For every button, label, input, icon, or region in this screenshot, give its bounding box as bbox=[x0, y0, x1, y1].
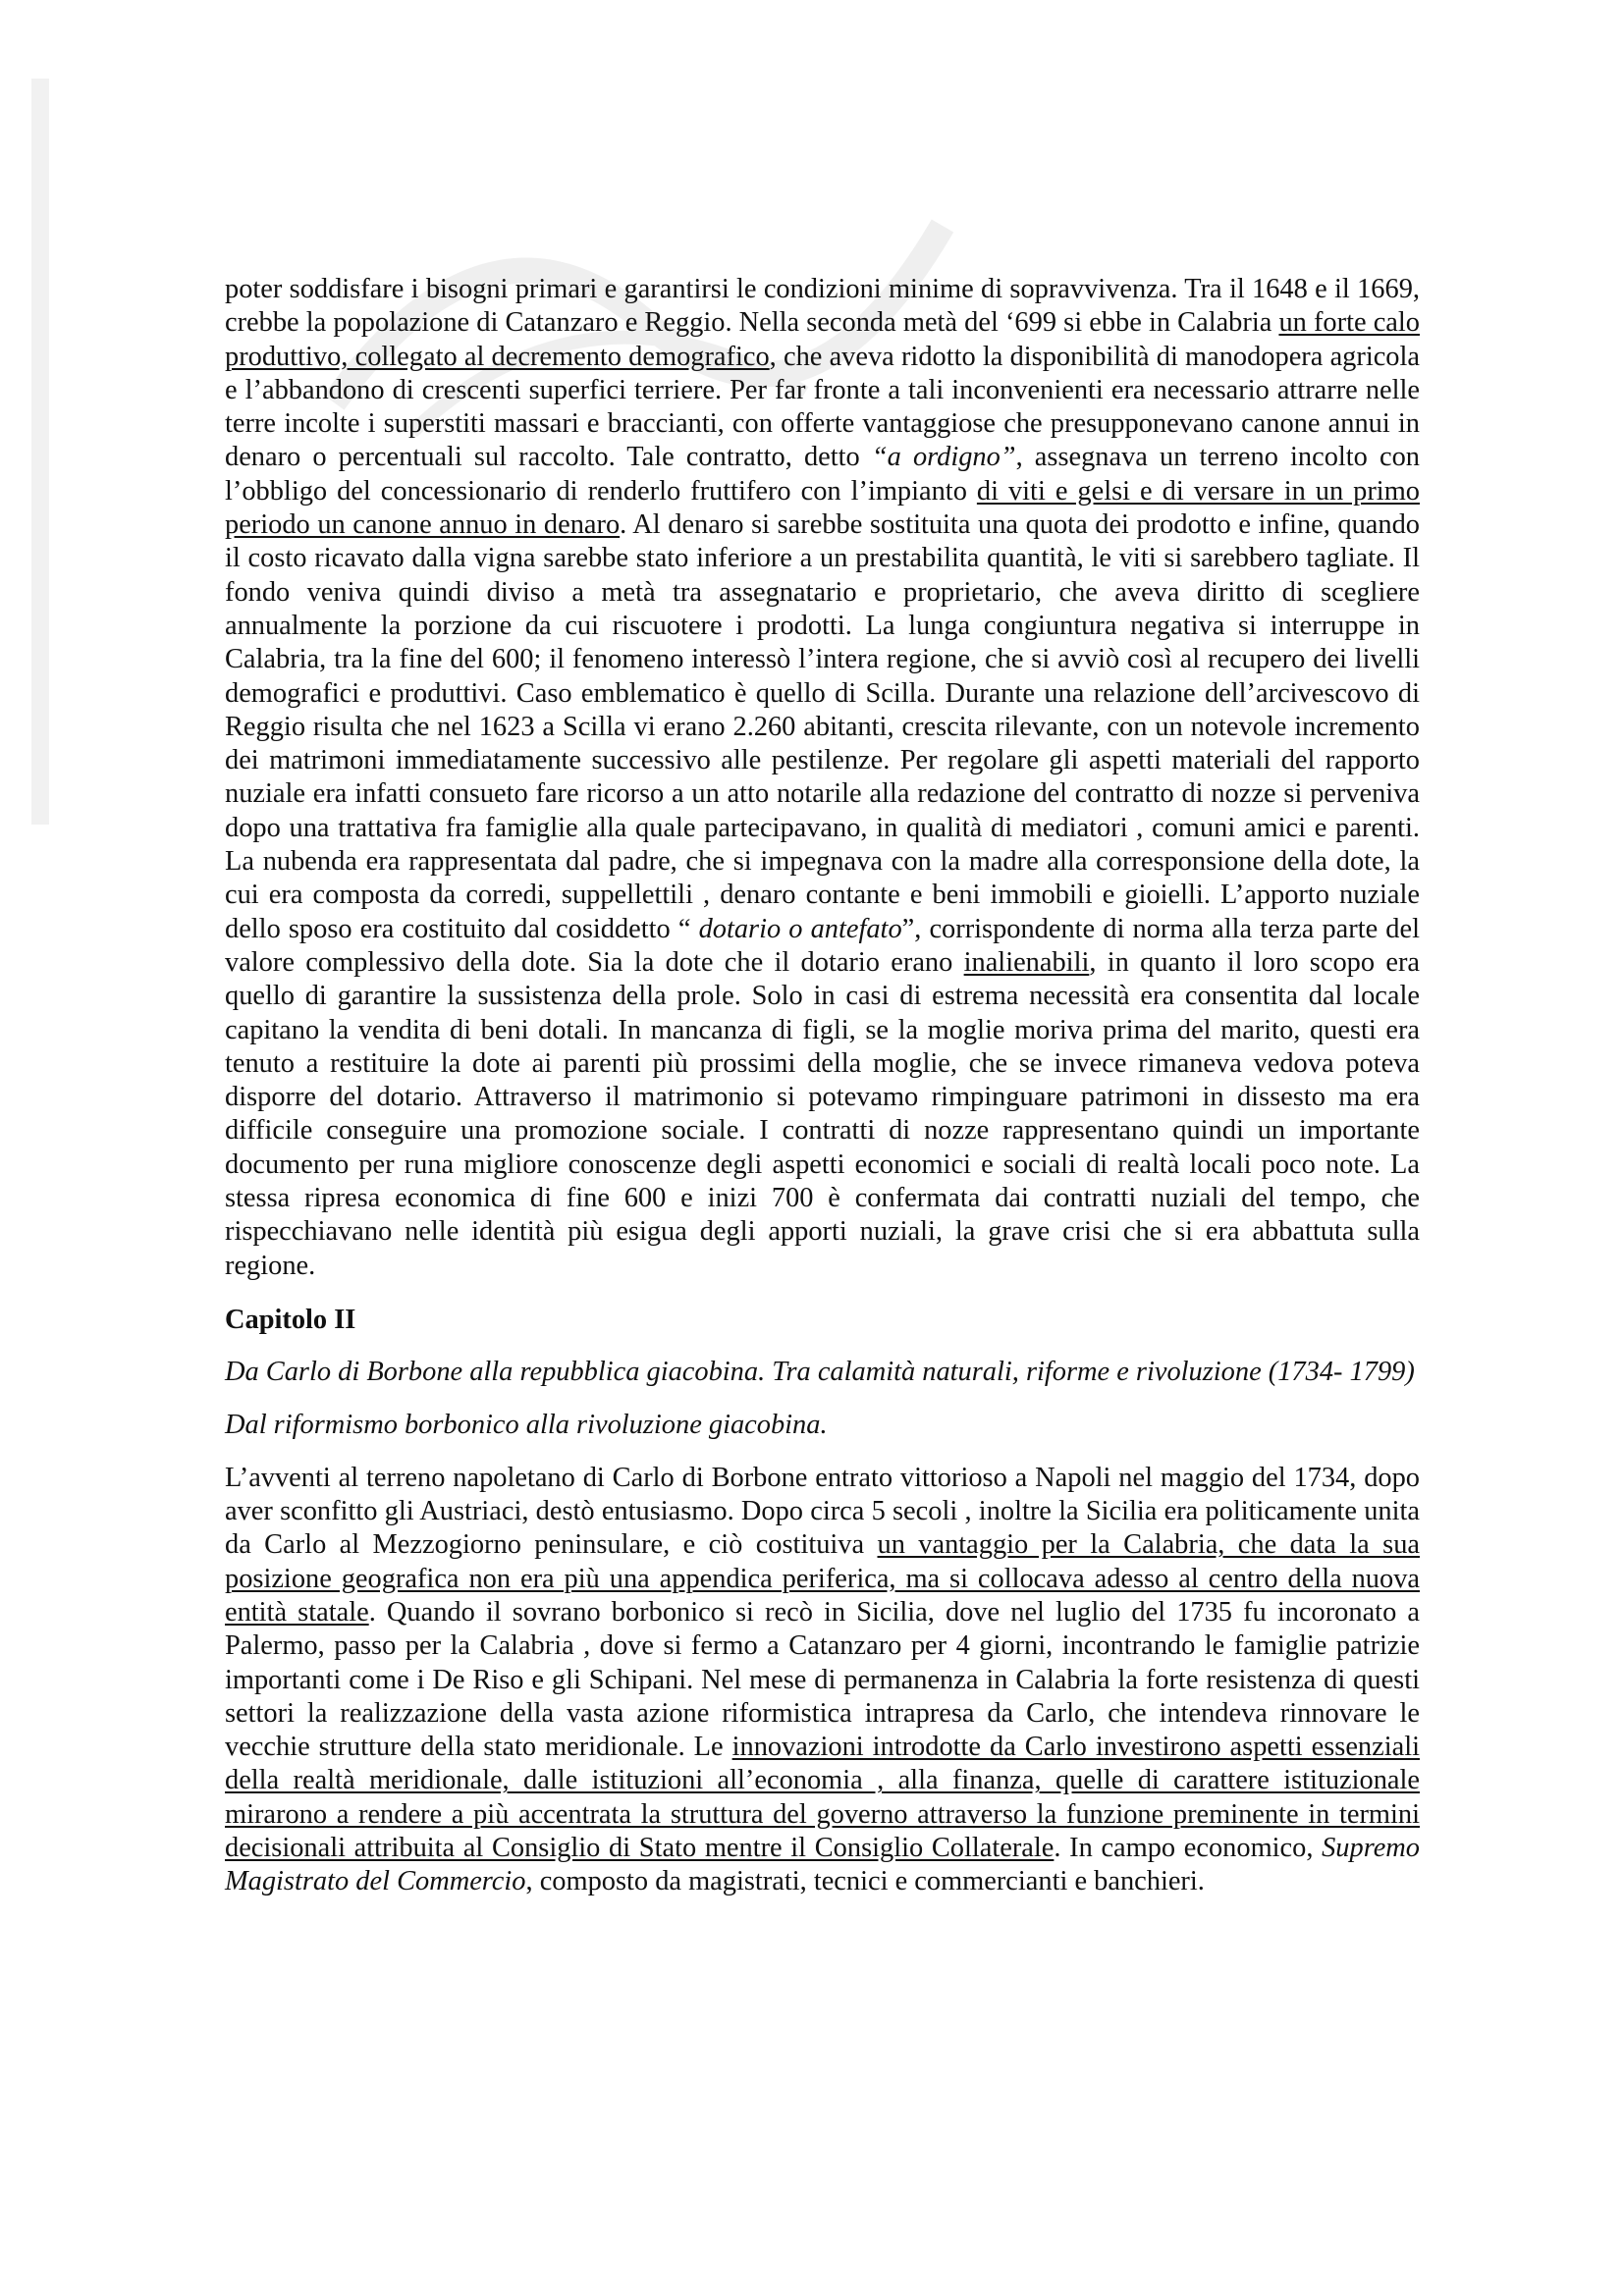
italic-term-a-ordigno: “a ordigno” bbox=[871, 442, 1016, 473]
paragraph-1-text-2: , che aveva ridotto la disponibilità di manodopera agricola e l’abbandono di crescenti superfici terriere. Per far fronte a tali inconvenienti era necessario attrarre nelle terre incolte i superstiti massari e braccianti, con offerte vantaggiose che presupponevano canone annui in denaro o percentuali sul raccolto. Tale contratto, detto bbox=[225, 341, 1420, 473]
underlined-phrase-production-drop: un forte calo produttivo, collegato al decremento demografico bbox=[225, 307, 1420, 372]
paragraph-2-text-1: L’avventi al terreno napoletano di Carlo di Borbone entrato vittorioso a Napoli nel maggio del 1734, dopo aver sconfitto gli Austriaci, destò entusiasmo. Dopo circa 5 secoli , inoltre la Sicilia era politicamente unita da Carlo al Mezzogiorno peninsulare, e ciò costituiva bbox=[225, 1462, 1420, 1561]
italic-term-dotario: dotario o antefato bbox=[698, 913, 902, 944]
underlined-phrase-calabria-advantage: un vantaggio per la Calabria, che data la sua posizione geografica non era più una appendica periferica, ma si collocava adesso al centro della nuova entità statale bbox=[225, 1529, 1420, 1628]
underlined-phrase-innovations: innovazioni introdotte da Carlo investirono aspetti essenziali della realtà meridionale, dalle istituzioni all’economia , alla finanza, quelle di carattere istituzionale mirarono a rendere a più accentrata la struttura del governo attraverso la funzione preminente in termini decisionali attribuita al Consiglio di Stato mentre il Consiglio Collaterale bbox=[225, 1732, 1420, 1864]
chapter-subtitle: Da Carlo di Borbone alla repubblica giacobina. Tra calamità naturali, riforme e rivoluzione (1734- 1799) bbox=[225, 1357, 1415, 1388]
paragraph-1-text-4: . Al denaro si sarebbe sostituita una quota dei prodotto e infine, quando il costo ricavato dalla vigna sarebbe stato inferiore a un prestabilita quantità, le viti si sarebbero tagliate. Il fondo veniva quindi diviso a metà tra assegnatario e proprietario, che aveva diritto di scegliere annualmente la porzione da cui riscuotere i prodotti. La lunga congiuntura negativa si interruppe in Calabria, tra la fine del 600; il fenomeno interessò l’intera regione, che si avviò così al recupero dei livelli demografici e produttivi. Caso emblematico è quello di Scilla. Durante una relazione dell’arcivescovo di Reggio risulta che nel 1623 a Scilla vi erano 2.260 abitanti, crescita rilevante, con un notevole incremento dei matrimoni immediatamente successivo alle pestilenze. Per regolare gli aspetti materiali del rapporto nuziale era infatti consueto fare ricorso a un atto notarile alla redazione del contratto di nozze si perveniva dopo una trattativa fra famiglie alla quale partecipavano, in qualità di mediatori , comuni amici e parenti. La nubenda era rappresentata dal padre, che si impegnava con la madre alla corresponsione della dote, la cui era composta da corredi, suppellettili , denaro contante e beni immobili e gioielli. L’apporto nuziale dello sposo era costituito dal cosiddetto “ bbox=[225, 509, 1420, 944]
paragraph-1-text-6: , in quanto il loro scopo era quello di garantire la sussistenza della prole. Solo in casi di estrema necessità era consentita dal locale capitano la vendita di beni dotali. In mancanza di figli, se la moglie moriva prima del marito, questi era tenuto a restituire la dote ai parenti più prossimi della moglie, che se invece rimaneva vedova poteva disporre del dotario. Attraverso il matrimonio si potevamo rimpinguare patrimoni in dissesto ma era difficile conseguire una promozione sociale. I contratti di nozze rappresentano quindi un importante documento per runa migliore conoscenze degli aspetti economici e sociali di realtà locali poco note. La stessa ripresa economica di fine 600 e inizi 700 è confermata dai contratti nuziali del tempo, che rispecchiavano nelle identità più esigua degli apporti nuziali, la grave crisi che si era abbattuta sulla regione. bbox=[225, 946, 1420, 1281]
paragraph-2-text-4: , composto da magistrati, tecnici e commercianti e banchieri. bbox=[525, 1866, 1205, 1897]
body-paragraph-1 bbox=[225, 273, 1420, 1283]
side-watermark-graphic bbox=[14, 79, 69, 825]
italic-term-supremo-magistrato: Supremo Magistrato del Commercio bbox=[225, 1833, 1420, 1897]
body-paragraph-2 bbox=[225, 1462, 1420, 1899]
underlined-phrase-vines-mulberries: di viti e gelsi e di versare in un primo periodo un canone annuo in denaro bbox=[225, 475, 1420, 541]
chapter-heading: Capitolo II bbox=[225, 1304, 356, 1335]
paragraph-2-text-2: . Quando il sovrano borbonico si recò in Sicilia, dove nel luglio del 1735 fu incoronato a Palermo, passo per la Calabria , dove si fermo a Catanzaro per 4 giorni, incontrando le famiglie patrizie importanti come i De Riso e gli Schipani. Nel mese di permanenza in Calabria la forte resistenza di questi settori la realizzazione della vasta azione riformistica intrapresa da Carlo, che intendeva rinnovare le vecchie strutture della stato meridionale. Le bbox=[225, 1596, 1420, 1763]
paragraph-1-text-3: , assegnava un terreno incolto con l’obbligo del concessionario di renderlo fruttifero con l’impianto bbox=[225, 442, 1420, 507]
paragraph-1-text-1: poter soddisfare i bisogni primari e garantirsi le condizioni minime di sopravvivenza. Tra il 1648 e il 1669, crebbe la popolazione di Catanzaro e Reggio. Nella seconda metà del ‘699 si ebbe in Calabria bbox=[225, 274, 1420, 339]
underlined-word-inalienabili: inalienabili bbox=[963, 946, 1090, 978]
section-subtitle: Dal riformismo borbonico alla rivoluzione giacobina. bbox=[225, 1409, 828, 1440]
document-body bbox=[225, 273, 1420, 1899]
paragraph-2-text-3: . In campo economico, bbox=[1054, 1833, 1323, 1864]
paragraph-1-text-5: ”, corrispondente di norma alla terza parte del valore complessivo della dote. Sia la dote che il dotario erano bbox=[225, 913, 1420, 978]
